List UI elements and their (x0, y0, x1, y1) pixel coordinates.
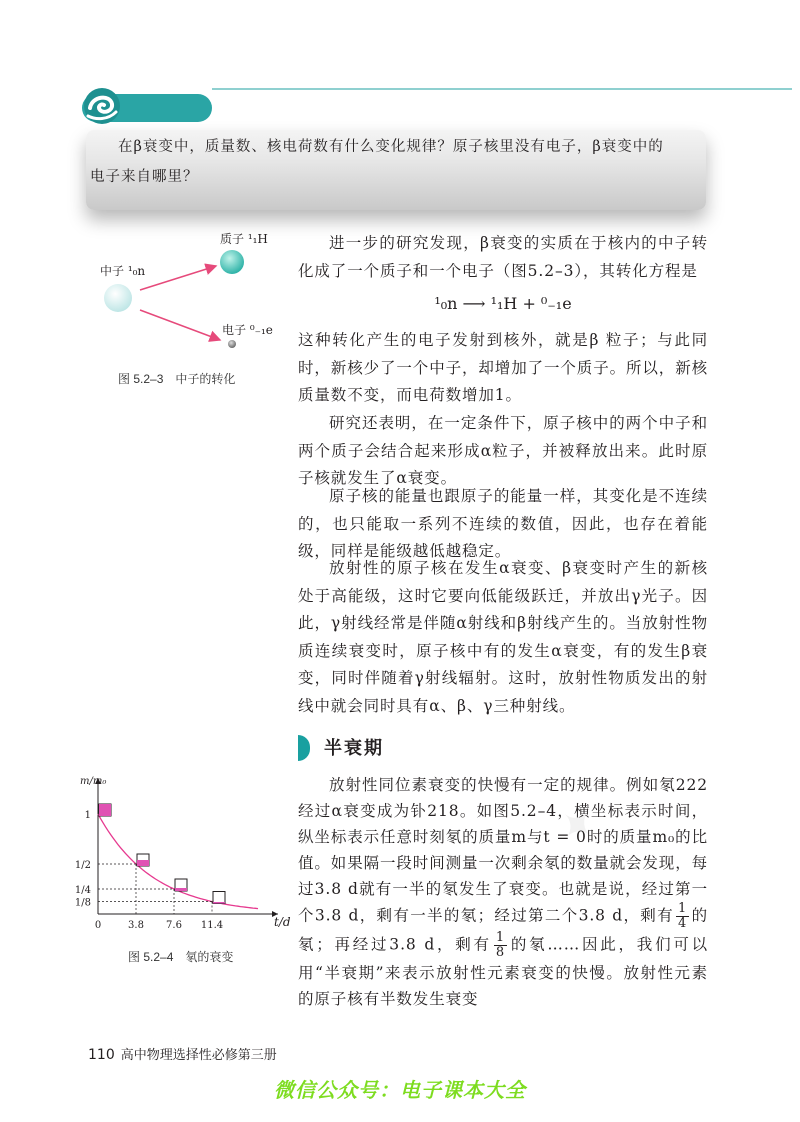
figure-5-2-4-caption: 图 5.2–4 氡的衰变 (128, 950, 234, 964)
question-line-1: 在β衰变中，质量数、核电荷数有什么变化规律？原子核里没有电子，β衰变中的 (118, 139, 664, 155)
page-number: 110 (88, 1047, 115, 1063)
arrow-to-electron (140, 310, 220, 340)
fraction-quarter-denominator: 4 (677, 916, 688, 931)
paragraph-gamma-rays: 放射性的原子核在发生α衰变、β衰变时产生的新核处于高能级，这时它要向低能级跃迁，并放出γ光子。因此，γ射线经常是伴随α射线和β射线产生的。当放射性物质连续衰变时，原子核中有的发生α衰变，有的发生β衰变，同时伴随着γ射线辐射。这时，放射性物质发出的射线中就会同时具有α、β、γ三种射线。 (298, 559, 708, 715)
electron-ball (228, 340, 236, 348)
figure-5-2-3-caption: 图 5.2–3 中子的转化 (118, 372, 236, 386)
x-axis-label: t/d (274, 915, 291, 929)
proton-ball (220, 250, 244, 274)
fraction-one-eighth (494, 931, 507, 960)
paragraph-half-life (298, 772, 708, 1012)
paragraph-energy-levels: 原子核的能量也跟原子的能量一样，其变化是不连续的，也只能取一系列不连续的数值，因此，也存在着能级，同样是能级越低越稳定。 (298, 487, 708, 560)
half-life-text-b: 的氡；再经过3.8 d，剩有 (298, 906, 708, 954)
radon-decay-chart (74, 772, 291, 942)
data-marker-fill (137, 860, 149, 866)
paragraph-beta-essence: 进一步的研究发现，β衰变的实质在于核内的中子转化成了一个质子和一个电子（图5.2–3），其转化方程是 (298, 234, 708, 280)
book-title: 高中物理选择性必修第三册 (120, 1048, 277, 1063)
data-marker-fill (175, 888, 187, 891)
wechat-banner: 微信公众号：电子课本大全 (274, 1078, 526, 1102)
data-marker-fill (213, 902, 225, 904)
question-box (86, 130, 706, 210)
fraction-quarter-numerator: 1 (677, 901, 688, 916)
y-tick-label: 1/8 (74, 897, 91, 909)
fraction-eighth-numerator: 1 (495, 930, 505, 945)
data-marker-box (213, 892, 225, 904)
watermark: ✦ (547, 794, 610, 857)
neutron-ball (104, 284, 132, 312)
x-tick-label: 3.8 (128, 920, 144, 931)
swirl-logo-icon (82, 86, 122, 126)
neutron-label: 中子 ¹₀n (100, 264, 146, 278)
y-tick-label: 1/4 (74, 885, 91, 896)
header-rule (212, 88, 792, 90)
x-tick-label: 0 (94, 920, 102, 931)
electron-label: 电子 ⁰₋₁e (222, 323, 273, 337)
y-tick-label: 1 (84, 810, 91, 821)
section-title-half-life: 半衰期 (324, 738, 384, 759)
page-footer (88, 1044, 277, 1063)
fraction-eighth-denominator: 8 (495, 945, 505, 960)
y-axis-label: m/m₀ (80, 776, 107, 787)
paragraph-beta-particle: 这种转化产生的电子发射到核外，就是β 粒子；与此同时，新核少了一个中子，却增加了一个质子。所以，新核质量数不变，而电荷数增加1。 (298, 331, 709, 404)
data-marker-fill (99, 804, 111, 816)
conversion-equation: ¹₀n ⟶ ¹₁H + ⁰₋₁e (434, 294, 572, 313)
section-marker (298, 735, 310, 761)
y-tick-label: 1/2 (74, 860, 91, 871)
proton-label: 质子 ¹₁H (220, 232, 268, 246)
paragraph-alpha-decay: 研究还表明，在一定条件下，原子核中的两个中子和两个质子会结合起来形成α粒子，并被释放出来。此时原子核就发生了α衰变。 (298, 414, 708, 487)
half-life-text-a: 放射性同位素衰变的快慢有一定的规律。例如氡222经过α衰变成为钋218。如图5.2–4，横坐标表示时间，纵坐标表示任意时刻氡的质量m与t = 0时的质量m₀的比值。如果隔一段时间测量一次剩余氡的数量就会发现，每过3.8 d就有一半的氡发生了衰变。也就是说，经过第一个3.8 d，剩有一半的氡；经过第二个3.8 d，剩有 (298, 776, 709, 925)
half-life-text-c: 的氡……因此，我们可以用“半衰期”来表示放射性元素衰变的快慢。放射性元素的原子核有半数发生衰变 (298, 935, 708, 1008)
arrow-to-proton (140, 266, 216, 290)
question-line-2: 电子来自哪里？ (90, 169, 199, 185)
fraction-one-quarter (676, 902, 689, 931)
decay-curve (98, 814, 258, 909)
x-tick-label: 7.6 (166, 920, 182, 931)
x-tick-label: 11.4 (200, 920, 224, 931)
